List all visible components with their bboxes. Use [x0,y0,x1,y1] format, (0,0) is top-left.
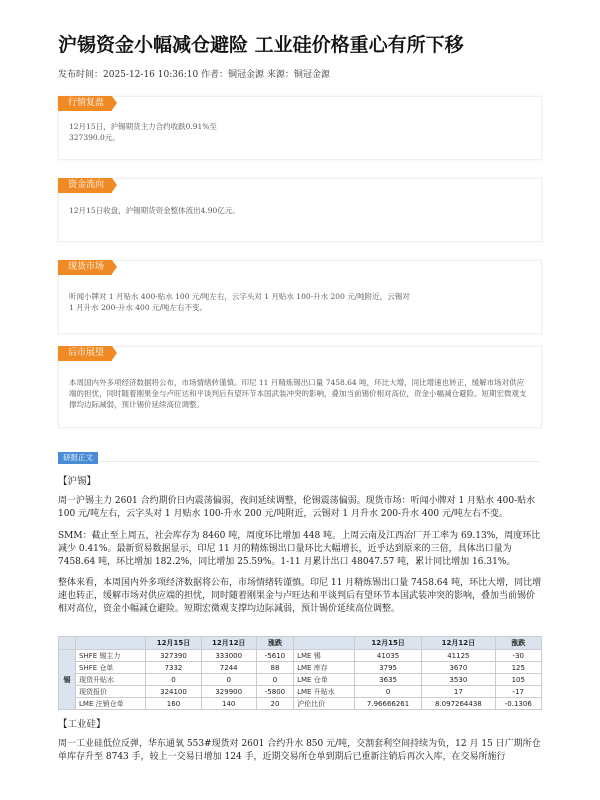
table-cell: 41035 [354,650,421,662]
research-tag: 研报正文 [58,452,98,464]
table-cell: LME 注销仓单 [76,698,146,710]
table-cell: 125 [495,662,541,674]
outlook-box [58,346,542,428]
table-cell: -17 [495,686,541,698]
table-header-row [59,637,542,650]
table-cell: SHFE 锡主力 [76,650,146,662]
table-cell: 8.097264438 [422,698,495,710]
table-header-cell: 12月12日 [422,637,495,650]
article-title: 沪锡资金小幅减仓避险 工业硅价格重心有所下移 [58,34,464,56]
table-cell: 17 [422,686,495,698]
silicon-paragraph: 周一工业硅低位反弹，华东通氧 553#现货对 2601 合约升水 850 元/吨，交割套利空间持续为负，12 月 15 日广期所仓单库存升至 8743 手，较上一交易日增加 124 手，近期交易所仓单到期后已重新注销后再次入库，在交易所施行 [58,739,541,762]
table-cell: 105 [495,674,541,686]
table-cell: LME 升贴水 [294,686,355,698]
table-cell: -0.1306 [495,698,541,710]
table-cell: 160 [146,698,201,710]
tin-paragraph-3: 整体来看，本周国内外多项经济数据将公布，市场情绪转谨慎。印尼 11 月精炼锡出口量 7458.64 吨，环比大增，同比增速也转正，缓解市场对供应端的担忧，同时随着刚果金与卢旺达和平谈判后有望环节本国武装冲突的影响，叠加当前锡价相对高位，资金小幅减仓避险。短期宏微观支撑均边际减弱，预计锡价延续高位调整。 [58,578,542,614]
table-row [59,674,542,686]
table-row [59,698,542,710]
table-cell: -30 [495,650,541,662]
table-row [59,662,542,674]
table-cell: 324100 [146,686,201,698]
table-cell: 3795 [354,662,421,674]
table-cell: 88 [256,662,293,674]
table-cell: 0 [146,674,201,686]
table-cell: 0 [201,674,256,686]
fund-flow-box [58,178,542,242]
spot-market-tag: 现货市场 [58,260,112,275]
market-review-text: 12月15日，沪锡期货主力合约收跌0.91%至327390.0元。 [69,122,217,142]
spot-market-box [58,260,542,334]
table-cell: LME 库存 [294,662,355,674]
table-cell: 20 [256,698,293,710]
table-cell: 沪伦比价 [294,698,355,710]
table-cell: 333000 [201,650,256,662]
table-cell: 3635 [354,674,421,686]
table-cell: 327390 [146,650,201,662]
table-header-cell: 12月15日 [146,637,201,650]
table-header-cell [76,637,146,650]
fund-flow-tag: 资金流向 [58,178,112,193]
table-header-cell: 12月12日 [201,637,256,650]
table-header-cell [294,637,355,650]
tin-heading: 【沪锡】 [58,476,97,487]
table-cell: 现货升贴水 [76,674,146,686]
table-cell: 7.96666261 [354,698,421,710]
outlook-text: 本周国内外多项经济数据将公布，市场情绪转谨慎。印尼 11 月精炼锡出口量 7458.64 吨，环比大增，同比增速也转正，缓解市场对供应端的担忧，同时随着刚果金与卢旺达和平谈判后有望环节本国武装冲突的影响，叠加当前锡价相对高位，资金小幅减仓避险。短期宏微观支撑均边际减弱，预计锡价延续高位调整。 [69,378,527,409]
table-cell: 7332 [146,662,201,674]
table-cell: 329900 [201,686,256,698]
table-row [59,650,542,662]
outlook-tag: 后市展望 [58,346,112,361]
table-row [59,686,542,698]
section-divider [58,461,540,462]
spot-market-text: 听闻小牌对 1 月贴水 400-贴水 100 元/吨左右，云字头对 1 月贴水 100-升水 200 元/吨附近，云锡对 1 月升水 200-升水 400 元/吨左右不变。 [69,292,410,312]
market-review-box [58,96,542,160]
table-cell: -5610 [256,650,293,662]
silicon-heading: 【工业硅】 [58,719,106,730]
table-cell: -5800 [256,686,293,698]
table-side-label: 锡 [59,650,76,710]
table-header-cell: 涨跌 [256,637,293,650]
market-review-tag: 行情复盘 [58,96,112,111]
table-header-cell: 12月15日 [354,637,421,650]
table-cell: LME 锡 [294,650,355,662]
table-cell: 0 [256,674,293,686]
table-cell: 3670 [422,662,495,674]
table-header-cell [59,637,76,650]
table-cell: 0 [354,686,421,698]
tin-paragraph-1: 周一沪锡主力 2601 合约期价日内震荡偏弱，夜间延续调整，伦锡震荡偏弱。现货市场：听闻小牌对 1 月贴水 400-贴水 100 元/吨左右，云字头对 1 月贴水 100-升水 200 元/吨附近，云锡对 1 月升水 200-升水 400 元/吨左右不变。 [58,496,536,519]
table-cell: LME 仓单 [294,674,355,686]
table-cell: SHFE 仓单 [76,662,146,674]
table-cell: 现货报价 [76,686,146,698]
article-meta: 发布时间：2025-12-16 10:36:10 作者：铜冠金源 来源：铜冠金源 [58,70,330,80]
table-header-cell: 涨跌 [495,637,541,650]
tin-paragraph-2: SMM：截止至上周五，社会库存为 8460 吨，周度环比增加 448 吨。上周云南及江西冶厂开工率为 69.13%，周度环比减少 0.41%。最新贸易数据显示，印尼 11 月的精炼锡出口量环比大幅增长，近乎达到原来的三倍，具体出口量为 7458.64 吨，环比增加 182.2%，同比增加 25.59%。1-11 月累计出口 48047.57 吨，累计同比增加 16.31%。 [58,531,541,567]
table-cell: 140 [201,698,256,710]
table-cell: 7244 [201,662,256,674]
table-cell: 3530 [422,674,495,686]
table-cell: 41125 [422,650,495,662]
tin-data-table [58,636,542,710]
fund-flow-text: 12月15日收盘，沪锡期货资金整体流出4.90亿元。 [69,206,240,215]
